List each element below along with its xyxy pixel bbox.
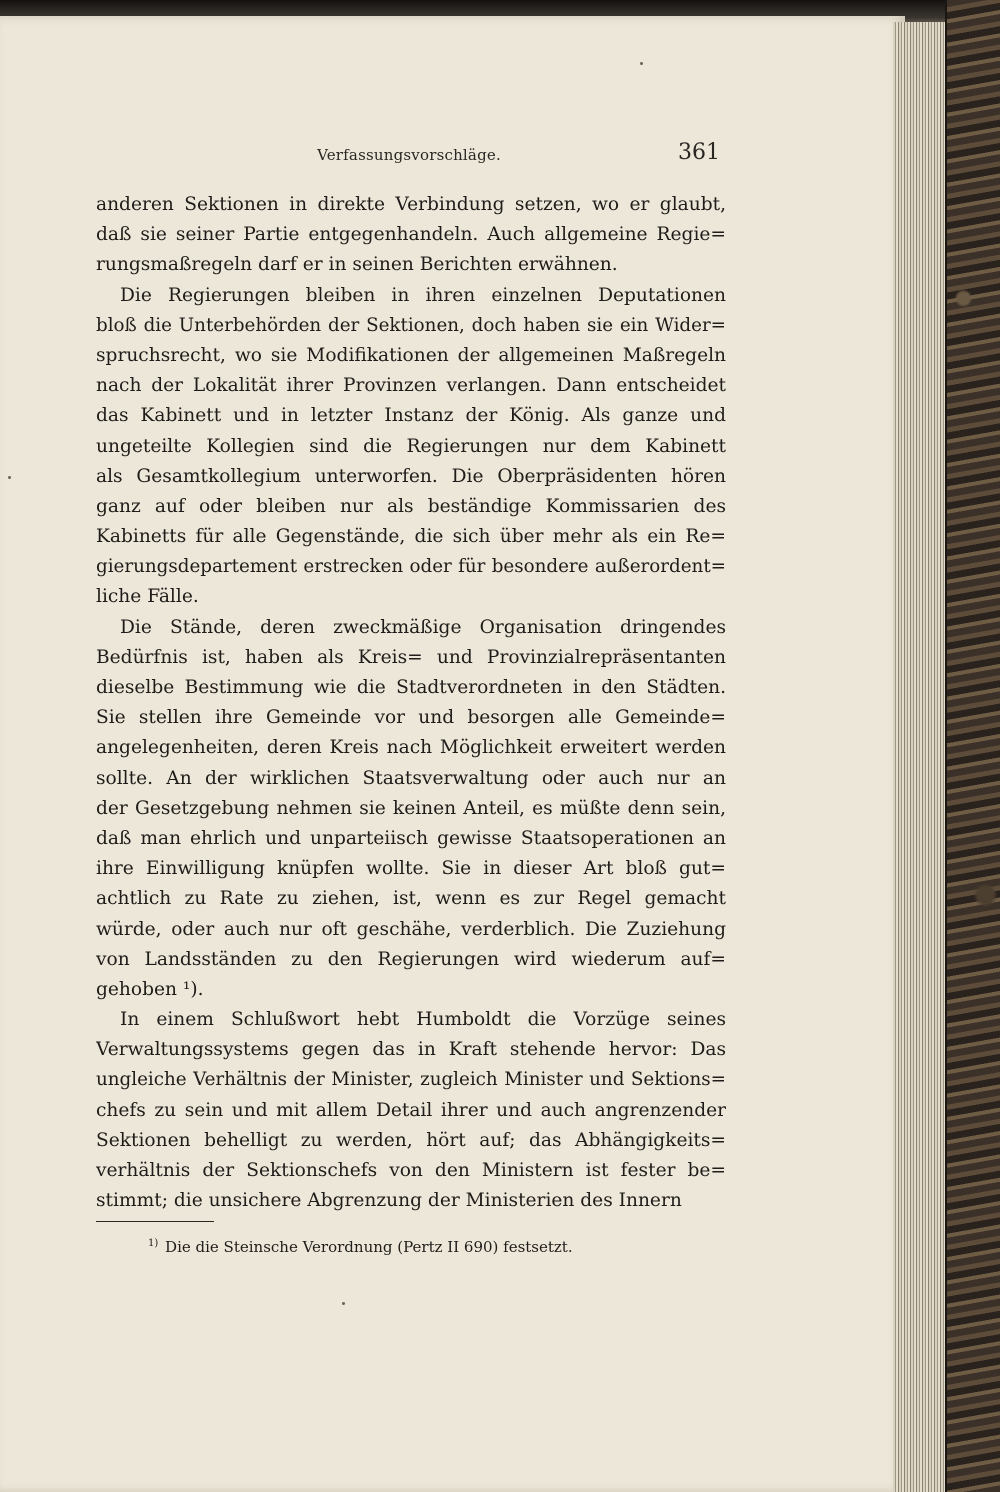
text-line: ihre Einwilligung knüpfen wollte. Sie in dieser Art bloß gut= bbox=[96, 858, 726, 880]
paragraph bbox=[96, 1005, 726, 1216]
text-line: das Kabinett und in letzter Instanz der König. Als ganze und bbox=[96, 405, 726, 427]
text-line: chefs zu sein und mit allem Detail ihrer und auch angrenzender bbox=[96, 1099, 726, 1121]
paragraph bbox=[96, 281, 726, 613]
text-line: Sie stellen ihre Gemeinde vor und besorgen alle Gemeinde= bbox=[96, 707, 726, 729]
paper-speck bbox=[342, 1302, 345, 1305]
text-line: ungeteilte Kollegien sind die Regierungen nur dem Kabinett bbox=[96, 435, 726, 457]
text-line: anderen Sektionen in direkte Verbindung setzen, wo er glaubt, bbox=[96, 194, 726, 215]
paper-speck bbox=[8, 476, 11, 479]
text-line: Die Stände, deren zweckmäßige Organisation dringendes bbox=[120, 616, 726, 638]
text-line: ganz auf oder bleiben nur als beständige Kommissarien des bbox=[96, 495, 726, 517]
book-fore-edge bbox=[893, 22, 949, 1492]
marbled-book-cover bbox=[945, 0, 1000, 1492]
text-line: der Gesetzgebung nehmen sie keinen Anteil, es müßte denn sein, bbox=[96, 797, 726, 819]
text-line: In einem Schlußwort hebt Humboldt die Vorzüge seines bbox=[120, 1009, 726, 1031]
text-line: würde, oder auch nur oft geschähe, verderblich. Die Zuziehung bbox=[96, 918, 726, 940]
text-line: angelegenheiten, deren Kreis nach Möglichkeit erweitert werden bbox=[96, 737, 726, 759]
footnote-rule bbox=[96, 1221, 214, 1222]
paragraph bbox=[96, 613, 726, 1005]
page-number: 361 bbox=[678, 140, 720, 165]
paragraph bbox=[96, 190, 726, 281]
running-title: Verfassungsvorschläge. bbox=[317, 146, 501, 164]
text-line: von Landsständen zu den Regierungen wird wiederum auf= bbox=[96, 948, 726, 970]
paper-speck bbox=[640, 62, 643, 65]
text-line: nach der Lokalität ihrer Provinzen verlangen. Dann entscheidet bbox=[96, 375, 726, 397]
text-line: daß man ehrlich und unparteiisch gewisse Staatsoperationen an bbox=[96, 827, 726, 849]
text-line: Bedürfnis ist, haben als Kreis= und Provinzialrepräsentanten bbox=[96, 646, 726, 668]
text-line: Die Regierungen bleiben in ihren einzelnen Deputationen bbox=[120, 284, 726, 306]
text-line: gehoben ¹). bbox=[96, 978, 204, 1000]
footnote bbox=[148, 1238, 708, 1256]
text-line: ungleiche Verhältnis der Minister, zugleich Minister und Sektions= bbox=[96, 1069, 726, 1091]
footnote-text: Die die Steinsche Verordnung (Pertz II 690) festsetzt. bbox=[165, 1238, 573, 1256]
body-text bbox=[96, 190, 726, 1216]
text-line: verhältnis der Sektionschefs von den Ministern ist fester be= bbox=[96, 1160, 726, 1181]
text-line: rungsmaßregeln darf er in seinen Berichten erwähnen. bbox=[96, 254, 618, 276]
text-line: Kabinetts für alle Gegenstände, die sich über mehr als ein Re= bbox=[96, 526, 726, 548]
text-line: achtlich zu Rate zu ziehen, ist, wenn es zur Regel gemacht bbox=[96, 888, 726, 910]
text-line: bloß die Unterbehörden der Sektionen, doch haben sie ein Wider= bbox=[96, 314, 726, 336]
text-line: daß sie seiner Partie entgegenhandeln. Auch allgemeine Regie= bbox=[96, 224, 726, 246]
text-line: gierungsdepartement erstrecken oder für besondere außerordent= bbox=[96, 556, 726, 578]
text-line: liche Fälle. bbox=[96, 586, 199, 608]
footnote-mark: 1) bbox=[148, 1238, 159, 1249]
text-line: Verwaltungssystems gegen das in Kraft stehende hervor: Das bbox=[96, 1039, 726, 1061]
text-line: sollte. An der wirklichen Staatsverwaltung oder auch nur an bbox=[96, 767, 726, 789]
text-line: spruchsrecht, wo sie Modifikationen der allgemeinen Maßregeln bbox=[96, 344, 726, 366]
text-line: stimmt; die unsichere Abgrenzung der Ministerien des Innern bbox=[96, 1190, 682, 1212]
text-line: als Gesamtkollegium unterworfen. Die Oberpräsidenten hören bbox=[96, 465, 726, 487]
text-line: Sektionen behelligt zu werden, hört auf; das Abhängigkeits= bbox=[96, 1129, 726, 1151]
text-line: dieselbe Bestimmung wie die Stadtverordneten in den Städten. bbox=[96, 677, 726, 698]
running-head bbox=[96, 140, 722, 170]
